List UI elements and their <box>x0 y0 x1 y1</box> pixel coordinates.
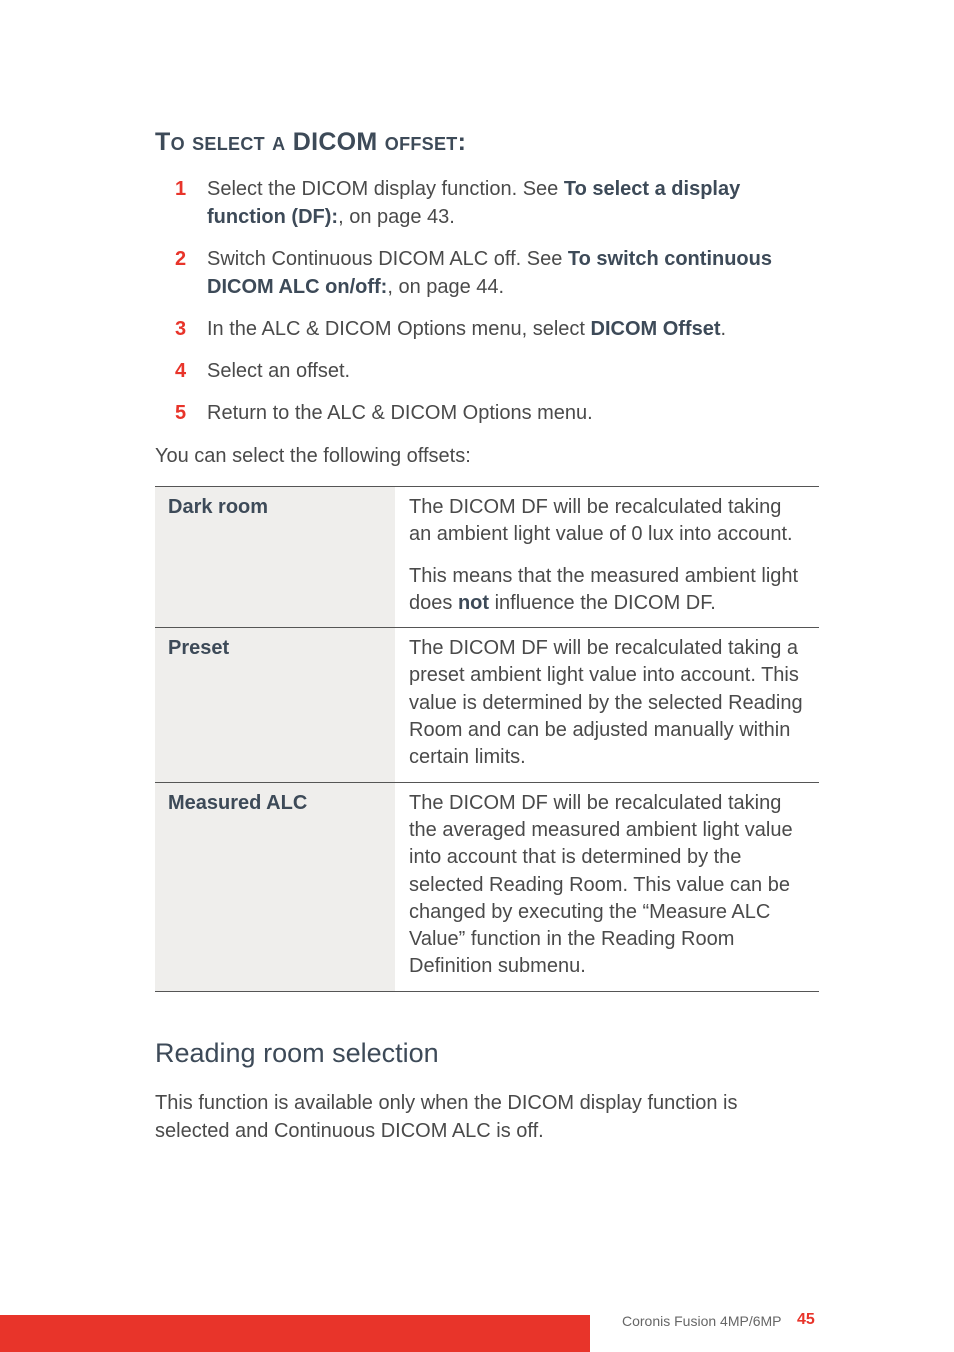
cross-reference-link[interactable]: To switch continuous DICOM ALC on/off: <box>207 248 772 298</box>
description-paragraph: The DICOM DF will be recalculated taking a preset ambient light value into account. This value is determined by the selected Reading Room and can be adjusted manually within certain limits. <box>409 637 803 769</box>
procedure-title: To select a DICOM offset: <box>155 128 467 156</box>
step-text-end: . <box>720 318 727 340</box>
footer-accent-bar <box>0 1315 590 1352</box>
section-body: This function is available only when the DICOM display function is selected and Continuous DICOM ALC is off. <box>155 1092 738 1142</box>
steps-list <box>155 175 775 441</box>
step-number: 2 <box>175 248 187 270</box>
description-paragraph: The DICOM DF will be recalculated taking the averaged measured ambient light value into account that is determined by the selected Reading Room. This value can be changed by executing the “Measure ALC Value” function in the Reading Room Definition submenu. <box>409 791 793 978</box>
step-text: Return to the ALC & DICOM Options menu. <box>207 402 593 424</box>
description-paragraph: The DICOM DF will be recalculated taking an ambient light value of 0 lux into account. <box>409 496 793 546</box>
description-text: This means that the measured ambient light does <box>409 564 799 614</box>
step-item <box>155 315 775 343</box>
offset-description <box>395 628 819 782</box>
offset-term: Measured ALC <box>155 782 395 991</box>
table-row <box>155 487 819 628</box>
table-row <box>155 782 819 991</box>
offsets-table <box>155 486 819 992</box>
offset-term: Preset <box>155 628 395 782</box>
page-reference: , on page 43. <box>338 206 455 228</box>
cross-reference-link[interactable]: To select a display function (DF): <box>207 178 741 228</box>
offset-term: Dark room <box>155 487 395 628</box>
step-number: 5 <box>175 402 187 424</box>
table-row <box>155 628 819 782</box>
page-number: 45 <box>797 1311 815 1328</box>
step-item <box>155 357 775 385</box>
step-item <box>155 399 775 427</box>
step-number: 4 <box>175 360 187 382</box>
page-reference: , on page 44. <box>387 276 505 298</box>
step-number: 3 <box>175 318 187 340</box>
step-item <box>155 175 775 231</box>
step-text: In the ALC & DICOM Options menu, select <box>207 318 591 340</box>
step-text: Switch Continuous DICOM ALC off. See <box>207 248 568 270</box>
section-heading: Reading room selection <box>155 1038 439 1068</box>
step-item <box>155 245 775 301</box>
emphasis-text: not <box>457 591 490 614</box>
offset-description <box>395 487 819 628</box>
menu-item-reference: DICOM Offset <box>590 318 721 340</box>
step-text: Select an offset. <box>207 360 351 382</box>
step-number: 1 <box>175 178 187 200</box>
footer-product-name: Coronis Fusion 4MP/6MP <box>622 1313 782 1329</box>
step-text: Select the DICOM display function. See <box>207 178 564 200</box>
offsets-intro: You can select the following offsets: <box>155 445 471 467</box>
description-text: influence the DICOM DF. <box>489 591 716 614</box>
description-paragraph <box>409 563 803 618</box>
offset-description <box>395 782 819 991</box>
